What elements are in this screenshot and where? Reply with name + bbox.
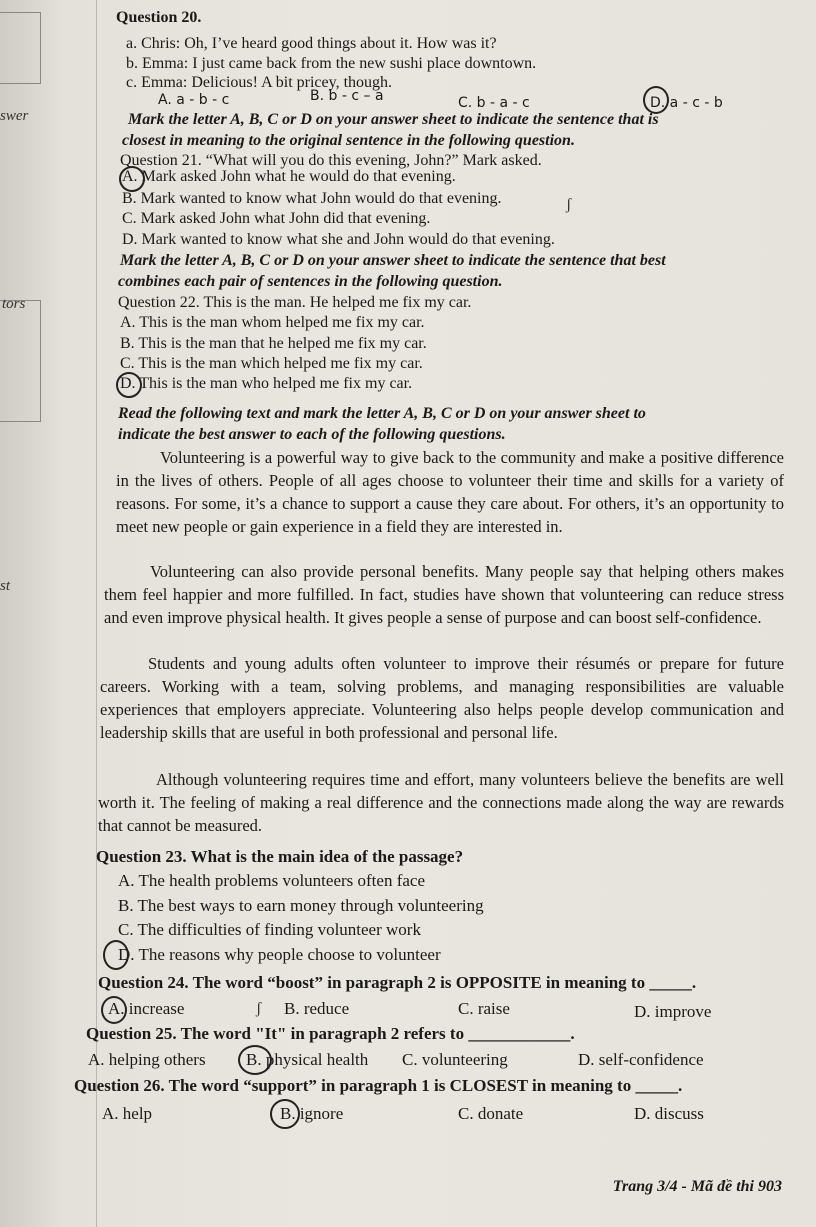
q24-option-a[interactable]: A. increase [108, 999, 185, 1018]
q20-sentence-b: b. Emma: I just came back from the new sushi place downtown. [126, 55, 537, 72]
q23-option-b[interactable]: B. The best ways to earn money through volunteering [118, 896, 484, 915]
answer-circle-mark [238, 1045, 272, 1075]
answer-circle-mark [103, 940, 129, 970]
instruction-reading-2: indicate the best answer to each of the following questions. [118, 426, 506, 443]
instruction-reading-1: Read the following text and mark the letter A, B, C or D on your answer sheet to [118, 405, 646, 422]
pen-mark: ʃ [566, 196, 572, 213]
answer-circle-mark [101, 996, 127, 1024]
q23-option-a[interactable]: A. The health problems volunteers often face [118, 871, 425, 890]
q21-option-c[interactable]: C. Mark asked John what John did that evening. [122, 210, 431, 227]
margin-fragment: swer [0, 108, 29, 124]
question-22-title: Question 22. This is the man. He helped me fix my car. [118, 294, 472, 311]
instruction-closest-meaning-1: Mark the letter A, B, C or D on your answer sheet to indicate the sentence that is [128, 111, 659, 128]
q21-option-d[interactable]: D. Mark wanted to know what she and John would do that evening. [122, 231, 555, 248]
q25-option-d[interactable]: D. self-confidence [578, 1050, 704, 1069]
q22-option-d[interactable]: D. This is the man who helped me fix my car. [120, 375, 413, 392]
passage-paragraph-4: Although volunteering requires time and effort, many volunteers believe the benefits are well worth it. The feeling of making a real difference and the connections made along the way are rewards that cannot be measured. [98, 770, 784, 835]
q26-option-b[interactable]: B. ignore [280, 1104, 344, 1123]
q20-option-b[interactable]: B. b - c – a [310, 88, 384, 104]
q20-option-d[interactable]: D. a - c - b [650, 95, 723, 111]
q24-option-b[interactable]: B. reduce [284, 999, 350, 1018]
q26-option-a[interactable]: A. help [102, 1104, 153, 1123]
q21-option-b[interactable]: B. Mark wanted to know what John would do that evening. [122, 190, 502, 207]
question-25-title: Question 25. The word "It" in paragraph 2 refers to ____________. [86, 1024, 575, 1043]
page-footer: Trang 3/4 - Mã đề thi 903 [612, 1178, 782, 1195]
q20-sentence-a: a. Chris: Oh, I’ve heard good things about it. How was it? [126, 35, 497, 52]
question-26-title: Question 26. The word “support” in paragraph 1 is CLOSEST in meaning to _____. [74, 1076, 683, 1095]
passage-paragraph-3: Students and young adults often volunteer to improve their résumés or prepare for future careers. Working with a team, solving problems, and managing responsibilities are valuable experiences that employers appreciate. Volunteering also helps people develop communication and leadership skills that are useful in both professional and personal life. [100, 654, 784, 742]
answer-circle-mark [116, 372, 142, 398]
margin-fragment: tors [2, 296, 26, 312]
q23-option-d[interactable]: D. The reasons why people choose to volunteer [118, 945, 441, 964]
instruction-combine-1: Mark the letter A, B, C or D on your answer sheet to indicate the sentence that best [120, 252, 666, 269]
margin-fragment: st [0, 578, 11, 594]
q20-option-a[interactable]: A. a - b - c [158, 92, 230, 108]
q23-option-c[interactable]: C. The difficulties of finding volunteer work [118, 920, 421, 939]
answer-circle-mark [270, 1099, 300, 1129]
q22-option-b[interactable]: B. This is the man that he helped me fix my car. [120, 335, 427, 352]
margin-bracket [0, 12, 41, 84]
passage-paragraph-1: Volunteering is a powerful way to give back to the community and make a positive difference in the lives of others. People of all ages choose to volunteer their time and skills for a variety of reasons. For some, it’s a chance to support a cause they care about. For others, it’s an opportunity to meet new people or gain experience in a field they are interested in. [116, 448, 784, 536]
question-20-title: Question 20. [116, 9, 202, 26]
q26-option-d[interactable]: D. discuss [634, 1104, 704, 1123]
q24-option-d[interactable]: D. improve [634, 1002, 712, 1021]
q25-option-c[interactable]: C. volunteering [402, 1050, 508, 1069]
q21-option-a[interactable]: A. Mark asked John what he would do that evening. [122, 168, 456, 185]
margin-bracket [0, 300, 41, 422]
pen-mark: ʃ [256, 1000, 262, 1017]
passage-paragraph-2: Volunteering can also provide personal benefits. Many people say that helping others makes them feel happier and more fulfilled. In fact, studies have shown that volunteering can reduce stress and even improve physical health. It gives people a sense of purpose and can boost self-confidence. [104, 562, 784, 627]
q22-option-a[interactable]: A. This is the man whom helped me fix my car. [120, 314, 425, 331]
instruction-closest-meaning-2: closest in meaning to the original sentence in the following question. [122, 132, 575, 149]
q22-option-c[interactable]: C. This is the man which helped me fix my car. [120, 355, 423, 372]
instruction-combine-2: combines each pair of sentences in the following question. [118, 273, 503, 290]
question-24-title: Question 24. The word “boost” in paragraph 2 is OPPOSITE in meaning to _____. [98, 973, 697, 992]
question-21-title: Question 21. “What will you do this evening, John?” Mark asked. [120, 152, 542, 169]
q20-option-c[interactable]: C. b - a - c [458, 95, 530, 111]
q24-option-c[interactable]: C. raise [458, 999, 510, 1018]
question-23-title: Question 23. What is the main idea of the passage? [96, 847, 464, 866]
q25-option-b[interactable]: B. physical health [246, 1050, 369, 1069]
q26-option-c[interactable]: C. donate [458, 1104, 524, 1123]
q25-option-a[interactable]: A. helping others [88, 1050, 206, 1069]
q20-sentence-c: c. Emma: Delicious! A bit pricey, though. [126, 74, 393, 91]
